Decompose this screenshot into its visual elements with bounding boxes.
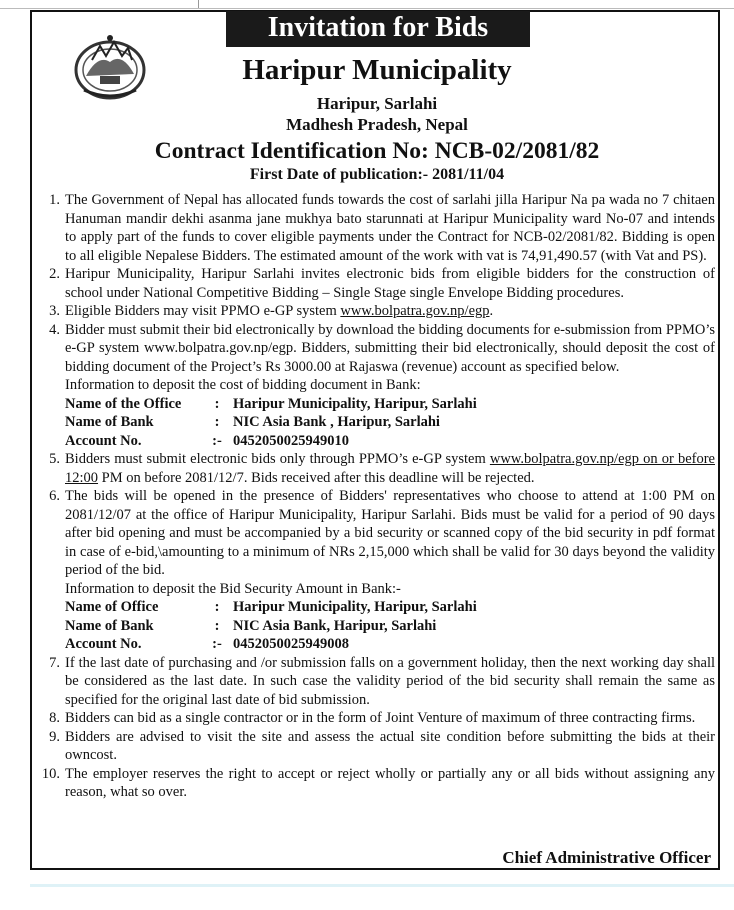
list-item	[32, 450, 722, 487]
list-item	[32, 654, 722, 710]
list-item	[32, 265, 722, 302]
contract-id: Contract Identification No: NCB-02/2081/82	[154, 138, 600, 164]
item-text: If the last date of purchasing and /or submission falls on a government holiday, then the next working day shall be considered as the last date. In such case the validity period of the bid security shall remain the same as specified for the original last date of bid submission.	[65, 654, 715, 708]
list-item	[32, 728, 722, 765]
list-item	[32, 191, 722, 265]
item-text: Bidders can bid as a single contractor or in the form of Joint Venture of maximum of three contracting firms.	[65, 710, 696, 726]
bank-row-office: Name of Office : Haripur Municipality, Haripur, Sarlahi	[65, 599, 477, 615]
bottom-band	[30, 884, 734, 887]
signature: Chief Administrative Officer	[502, 848, 711, 867]
address-line-2: Madhesh Pradesh, Nepal	[286, 115, 468, 134]
list-item	[32, 709, 722, 728]
list-item	[32, 302, 722, 321]
item-text: The bids will be opened in the presence of Bidders' representatives who choose to attend at 1:00 PM on 2081/12/07 at the office of Haripur Municipality, Haripur Sarlahi. Bids must be valid for a period of 90 days after bid opening and must be accompanied by a bid security or scanned copy of the bid security in pdf format in case of e-bid,\amounting to a minimum of NRs 2,15,000 which shall be valid for 30 days beyond the validity period of the bid.	[65, 488, 715, 578]
bank-row-account: Account No. :- 0452050025949010	[65, 432, 349, 449]
item-number: 1.	[49, 192, 60, 208]
item-text: Bidders are advised to visit the site and assess the actual site condition before submitting the bids at their owncost.	[65, 728, 715, 763]
egp-link[interactable]: www.bolpatra.gov.np/egp	[340, 303, 490, 319]
item-number: 2.	[49, 266, 60, 282]
item-list	[32, 191, 722, 802]
item-number: 6.	[49, 488, 60, 504]
list-item	[32, 487, 722, 654]
notice-banner: Invitation for Bids	[226, 11, 530, 47]
egp-link[interactable]: www.bolpatra.gov.np/egp on or before 12:00	[65, 451, 715, 486]
bank-row-office: Name of the Office : Haripur Municipality, Haripur, Sarlahi	[65, 395, 477, 412]
org-name: Haripur Municipality	[242, 54, 512, 86]
bank-row-bank: Name of Bank : NIC Asia Bank, Haripur, Sarlahi	[65, 617, 437, 634]
publication-date: First Date of publication:- 2081/11/04	[249, 166, 505, 183]
item-number: 3.	[49, 303, 60, 319]
item-text: Eligible Bidders may visit PPMO e-GP system	[65, 303, 341, 319]
item-number: 8.	[49, 710, 60, 726]
item-number: 5.	[49, 451, 60, 467]
item-text: The Government of Nepal has allocated funds towards the cost of sarlahi jilla Haripur Na pa wada no 7 chitaen Hanuman mandir dekhi asanma jane mukhya bato starunnati at Haripur Municipality ward No-07 and intends to apply part of the funds to cover eligible payments under the Contract for NCB-02/2081/82. Bidding is open to all eligible Nepalese Bidders. The estimated amount of the work with vat is 74,91,490.57 (with Vat and PS).	[65, 192, 715, 264]
address-line-1: Haripur, Sarlahi	[316, 94, 438, 113]
list-item	[32, 321, 722, 451]
item-text-end: .	[489, 303, 494, 319]
item-text-end: PM on before 2081/12/7. Bids received after this deadline will be rejected.	[98, 469, 535, 486]
item-number: 9.	[49, 728, 60, 745]
bank-row-account: Account No. :- 0452050025949008	[65, 636, 349, 652]
item-text: Haripur Municipality, Haripur Sarlahi invites electronic bids from eligible bidders for the construction of school under National Competitive Bidding – Single Stage single Envelope Bidding procedures.	[65, 266, 715, 301]
item-text: Bidders must submit electronic bids only through PPMO’s e-GP system	[65, 451, 490, 467]
item-text: The employer reserves the right to accept or reject wholly or partially any or all bids without assigning any reason, what so over.	[65, 765, 715, 800]
top-rule	[0, 0, 734, 9]
bank-info-heading: Information to deposit the cost of bidding document in Bank:	[65, 377, 421, 393]
bank-row-bank: Name of Bank : NIC Asia Bank , Haripur, Sarlahi	[65, 414, 440, 430]
item-number: 7.	[49, 654, 60, 671]
list-item	[32, 765, 722, 802]
bid-notice	[30, 10, 720, 870]
bank-info-heading: Information to deposit the Bid Security Amount in Bank:-	[65, 580, 401, 597]
rule-tick	[198, 0, 199, 8]
item-text: Bidder must submit their bid electronically by download the bidding documents for e-submission from PPMO’s e-GP system www.bolpatra.gov.np/egp. Bidders, submitting their bid electronically, should deposit the cost of bidding document of the Project’s Rs 3000.00 at Rajaswa (revenue) account as specified below.	[65, 321, 715, 375]
item-number: 4.	[49, 321, 60, 338]
item-number: 10.	[41, 765, 60, 782]
